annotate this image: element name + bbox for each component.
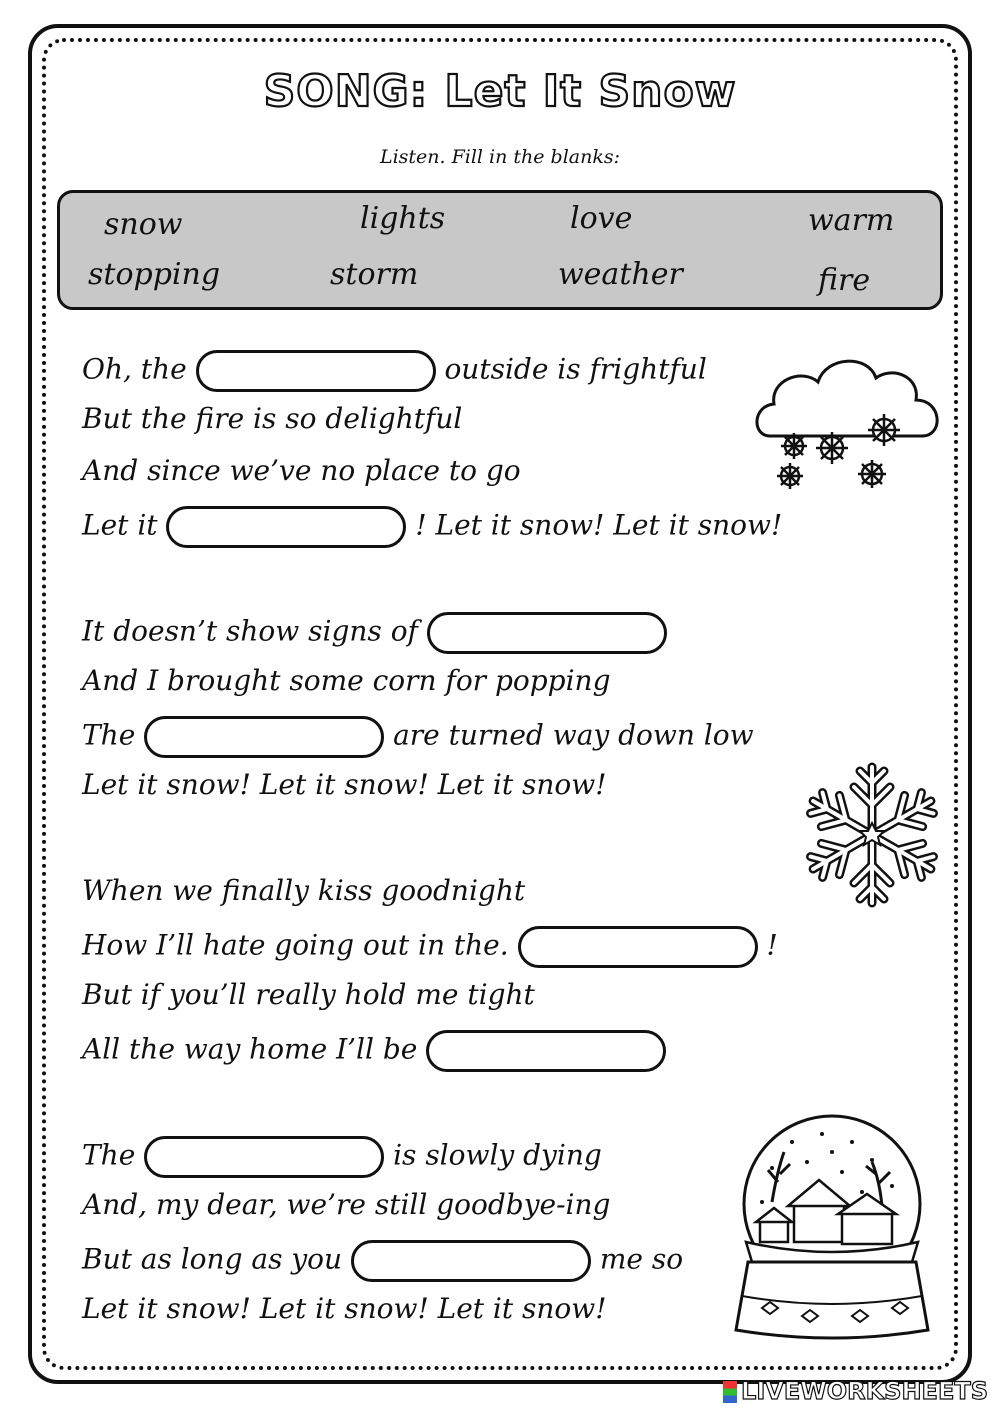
answer-blank[interactable]	[196, 350, 436, 392]
word-bank-item: lights	[360, 201, 446, 236]
lyric-line: And I brought some corn for popping	[82, 664, 611, 697]
word-bank-item: weather	[558, 257, 683, 292]
lyric-line: Oh, the outside is frightful	[82, 350, 707, 392]
answer-blank[interactable]	[426, 1030, 666, 1072]
word-bank-item: storm	[330, 257, 419, 292]
lyric-line: How I’ll hate going out in the. !	[82, 926, 778, 968]
word-bank-item: snow	[104, 207, 183, 242]
lyric-line: Let it snow! Let it snow! Let it snow!	[82, 1292, 607, 1325]
lyric-line: But if you’ll really hold me tight	[82, 978, 535, 1011]
answer-blank[interactable]	[166, 506, 406, 548]
word-bank-item: fire	[818, 263, 871, 298]
word-bank-item: stopping	[88, 257, 221, 292]
lyric-line: It doesn’t show signs of	[82, 612, 667, 654]
lyric-line: Let it ! Let it snow! Let it snow!	[82, 506, 782, 548]
word-bank-item: warm	[808, 203, 895, 238]
answer-blank[interactable]	[144, 1136, 384, 1178]
logo-badge-icon	[723, 1381, 737, 1403]
lyric-line: And since we’ve no place to go	[82, 454, 521, 487]
lyric-line: The is slowly dying	[82, 1136, 602, 1178]
lyric-line: Let it snow! Let it snow! Let it snow!	[82, 768, 607, 801]
word-bank-item: love	[570, 201, 633, 236]
lyric-line: All the way home I’ll be	[82, 1030, 666, 1072]
instructions: Listen. Fill in the blanks:	[379, 146, 621, 168]
liveworksheets-logo: LIVEWORKSHEETS	[723, 1377, 988, 1405]
snow-cloud-icon	[750, 338, 945, 498]
answer-blank[interactable]	[518, 926, 758, 968]
word-bank	[57, 190, 943, 310]
lyric-line: But the fire is so delightful	[82, 402, 463, 435]
page-title: SONG: Let It Snow	[263, 66, 737, 117]
snowflake-icon	[800, 755, 945, 915]
answer-blank[interactable]	[144, 716, 384, 758]
lyric-line: But as long as you me so	[82, 1240, 683, 1282]
answer-blank[interactable]	[351, 1240, 591, 1282]
lyric-line: The are turned way down low	[82, 716, 754, 758]
lyric-line: And, my dear, we’re still goodbye-ing	[82, 1188, 611, 1221]
snow-globe-icon	[732, 1112, 932, 1348]
lyric-line: When we finally kiss goodnight	[82, 874, 526, 907]
answer-blank[interactable]	[427, 612, 667, 654]
